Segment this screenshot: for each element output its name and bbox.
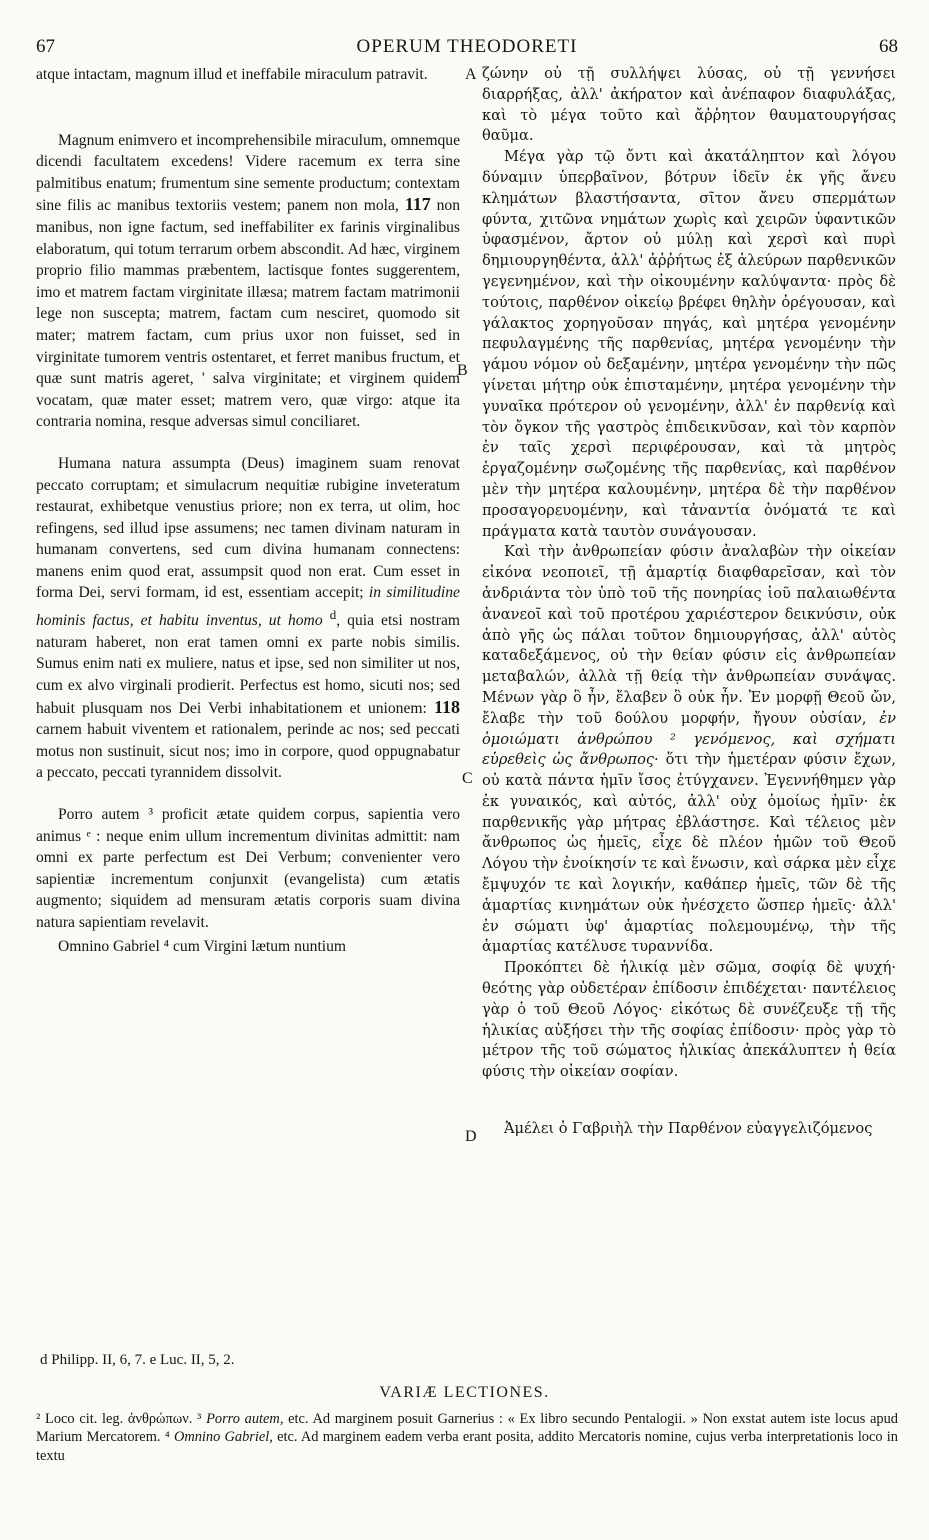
variant-lemma: Porro autem, [206,1411,284,1427]
variant-note: etc. Ad marginem eadem verba erant posita, addito Mercatoris nomine, cujus verba interpretationis loco in textu [36,1429,898,1464]
margin-letter-d: D [465,1128,477,1145]
margin-letter-a: A [465,66,477,83]
running-title: OPERUM THEODORETI [356,36,578,57]
page-number-left: 67 [36,36,55,57]
greek-paragraph-2: Μέγα γὰρ τῷ ὄντι καὶ ἀκατάληπτον καὶ λόγου δύναμιν ὑπερβαῖνον, βότρυν ἰδεῖν ἐκ γῆς ἄνευ κλημάτων βλαστήσαντα, σῖτον ἄνευ σπερμάτων φύντα, χιτῶνα νημάτων χωρὶς καὶ χειρῶν ὑφαντικῶν ὑφασμένον, ἄρτον οὐ μύλῃ καὶ χερσὶ καὶ πυρὶ δημιουργηθέντα, ἀλλ' ἀῤῥήτως ἐξ ἀλεύρων παρθενικῶν γεγενημένον, καὶ τὴν οἰκουμένην καλύψαντα· πρὸς δὲ τούτοις, παρθένον οἰκείῳ βρέφει θηλὴν ὀρέγουσαν, καὶ γάλακτος χορηγοῦσαν πηγάς, καὶ μητέρα γενομένην πεφυλαγμένης τῆς παρθενίας, μητέρα γενομένην τὴν γάμου νόμον οὐ δεξαμένην, μητέρα γενομένην τὴν πῶς γίνεται μήτηρ οὐκ ἐπισταμένην, μητέρα γενομένην τὴν γυναῖκα πρότερον οὐ γενομένην, ἀλλ' ἐν παρθενίᾳ καὶ τὸν ὄγκον τῆς γαστρὸς ἐπιδεικνῦσαν, καὶ τὸν καρπὸν ἐν ταῖς χερσὶ περιφέρουσαν, καὶ τὰ μητρὸς ἐργαζομένην σωζομένης τῆς παρθενίας, καὶ παρθένον μὲν τὴν μητέρα καλουμένην, μητέρα δὲ τὴν παρθένον προσαγορευομένην, καὶ τἀναντία ὀνόματά τε καὶ πράγματα κατὰ ταυτὸν συνάγουσαν. [482,148,896,540]
latin-paragraph-2 [36,130,460,433]
greek-paragraph-5: Ἀμέλει ὁ Γαβριὴλ τὴν Παρθένον εὐαγγελιζόμενος [504,1120,873,1138]
latin-text: non manibus, non igne factum, sed ineffabiliter ex farinis virginalibus elaboratum, qui totum terrarum orbem abscondit. Ad hæc, virginem proprio filio mammas præbentem, lactisque fontes suggerentem, imo et matrem factam virginitate illæsa; matrem factam matrimonii lege non suscepta; matrem, factam cum nesciret, quomodo sit mater; matrem factam, cum prius uxor non fuisset, sed in virginitate tumorem ventris ostentaret, et ferret manibus fructum, et quæ sunt matris ageret, ' salva virginitate; et virginem quidem vocatam, quæ mater esset; matrem vero, quæ virgo: atque ita contraria nomina, resque adversas simul conciliaret. [36,197,460,431]
latin-text: carnem habuit viventem et rationalem, perinde ac nos; sed peccati motus non sustinuit, sicut nos; imo in corpore, quod oppugnabatur a peccato, peccati tyrannidem dissolvit. [36,721,460,782]
variant-note: etc. Ad marginem posuit Garnerius : « Ex libro secundo Pentalogii. » Non exstat autem iste locus apud Marium Mercatorem. ⁴ [36,1411,898,1446]
latin-text: Humana natura assumpta (Deus) imaginem suam renovat peccato corruptam; et simulacrum nequitiæ rubigine inveteratum restaurat, exhibetque venustius priore; non ex terra, ut olim, hoc refingens, sed illud ipse assumens; nec tamen divinam naturam in humanam convertens, sed cum divina humanam connectens: manens enim quod erat, assumpsit quod non erat. Cum esset in forma Dei, servi formam, id est, essentiam accepit; [36,454,460,602]
column-marker-118: 118 [433,696,460,717]
column-marker-117: 117 [404,194,431,215]
variae-lectiones-notes [36,1410,898,1465]
margin-letter-c: C [462,770,473,787]
greek-paragraph-1: ζώνην οὐ τῇ συλλήψει λύσας, οὐ τῇ γεννήσει διαρρήξας, ἀλλ' ἀκήρατον καὶ ἀνέπαφον διαφυλάξας, καὶ τὸ μέγα τοῦτο καὶ ἄῤῥητον θαυματουργήσας θαῦμα. [482,65,896,145]
variant-lemma: Omnino Gabriel, [173,1429,273,1446]
page-number-right: 68 [879,36,898,57]
greek-paragraph-3 [482,542,896,958]
running-header [36,36,898,60]
latin-quote: in similitudine hominis factus, et habitu inventus, ut homo [36,584,460,630]
latin-paragraph-5: Omnino Gabriel ⁴ cum Virgini lætum nuntium [58,937,347,955]
variae-lectiones-heading: VARIÆ LECTIONES. [379,1384,550,1401]
greek-column [482,64,896,1140]
variant-note: ² Loco cit. leg. ἀνθρώπων. ³ [36,1411,202,1427]
greek-paragraph-4: Προκόπτει δὲ ἡλικίᾳ μὲν σῶμα, σοφίᾳ δὲ ψυχή· θεότης γὰρ οὐδετέραν ἐπίδοσιν ἐπιδέχεται· παντέλειος γὰρ ὁ τοῦ Θεοῦ Λόγος· εἰκότως δὲ συνέζευξε τῇ τῆς ἡλικίας αὐξήσει τὴν τῆς σοφίας ἐπίδοσιν· πρὸς γὰρ τὸ μέτρον τῆς τοῦ σώματος ἡλικίας ἀπεκάλυπτεν ἡ θεία φύσις τὴν οἰκείαν σοφίαν. [482,959,896,1081]
scripture-footnotes: d Philipp. II, 6, 7. e Luc. II, 5, 2. [40,1352,235,1368]
footnote-ref-d: d [329,607,337,623]
greek-text: Καὶ τὴν ἀνθρωπείαν φύσιν ἀναλαβὼν τὴν οἰκείαν εἰκόνα νεοποιεῖ, τῇ ἁμαρτίᾳ διαφθαρεῖσαν, καὶ τὸν ἀνδριάντα τὸν ὑπὸ τοῦ τῆς πονηρίας ἰοῦ παλαιωθέντα ἀνανεοῖ καὶ τοῦ προτέρου χαριέστερον δεικνύσιν, οὐκ ἀπὸ γῆς ὡς πάλαι τοῦτον δημιουργήσας, ἀλλ' αὐτὸς καταδεξάμενος, οὐ τὴν θείαν φύσιν εἰς ἀνθρωπείαν μεταβαλών, ἀλλὰ τῇ θείᾳ τὴν ἀνθρωπείαν συνάψας. Μένων γὰρ ὃ ἦν, ἔλαβεν ὃ οὐκ ἦν. Ἐν μορφῇ Θεοῦ ὤν, ἔλαβε τὴν τοῦ δούλου μορφήν, ἤγουν οὐσίαν, [482,543,896,727]
latin-paragraph-3 [36,453,460,784]
latin-paragraph-4: Porro autem ³ proficit ætate quidem corpus, sapientia vero animus ᵉ : neque enim ullum incrementum divinitas admittit: nam omni ex parte perfectum est Dei Verbum; convenienter vero sapientiæ incrementum conjunxit (evangelista) cum ætatis augmento; siquidem ad mensuram ætatis corporis suam divina natura sapientiam revelavit. [36,806,460,931]
latin-paragraph-1: atque intactam, magnum illud et ineffabile miraculum patravit. [36,66,428,83]
greek-text: ὅτι τὴν ἡμετέραν φύσιν ἔχων, οὐ κατὰ πάντα ἡμῖν ἴσος ἐτύγχανεν. Ἐγεννήθημεν γὰρ ἐκ γυναικός, καὶ αὐτός, ἀλλ' οὐχ ὁμοίως ἡμῖν· ἐκ παρθενικῆς γὰρ μήτρας ἐβλάστησε. Καὶ τέλειος μὲν ἄνθρωπος ὡς ἡμεῖς, εἶχε δὲ πλέον ἡμῶν τοῦ Θεοῦ Λόγου τὴν ἐνοίκησίν τε καὶ ἕνωσιν, καὶ σάρκα μὲν εἶχε ἔμψυχόν τε καὶ λογικήν, καθάπερ ἡμεῖς, τῶν δὲ τῆς ἁμαρτίας κινημάτων οὐκ ἠνέσχετο ὥσπερ ἡμεῖς· ἀλλ' ἐν σώματι ὑφ' ἁμαρτίας πολεμουμένῳ, τὴν τῆς ἁμαρτίας κατέλυσε τυραννίδα. [482,751,896,956]
margin-letter-b: B [457,362,468,379]
latin-text: Magnum enimvero et incomprehensibile miraculum, omnemque dicendi facultatem excedens! Videre racemum ex terra sine palmitibus enatum; frumentum sine semente productum; contextam sine filis ac manibus textoriis vestem; panem non mola, [36,131,460,215]
greek-quote: ἐν ὁμοιώματι ἀνθρώπου ² γενόμενος, καὶ σχήματι εὑρεθεὶς ὡς ἄνθρωπος· [482,709,896,769]
latin-text: , quia etsi nostram naturam haberet, non erat tamen omni ex parte nobis similis. Sumus enim nati ex muliere, natus et ipse, sed non similiter ut nos, cum ex alvo virginali prodierit. Perfectus est homo, sicuti nos; sed habuit plusquam nos Dei Verbi inhabitationem et unionem: [36,612,460,717]
latin-column [36,64,460,957]
